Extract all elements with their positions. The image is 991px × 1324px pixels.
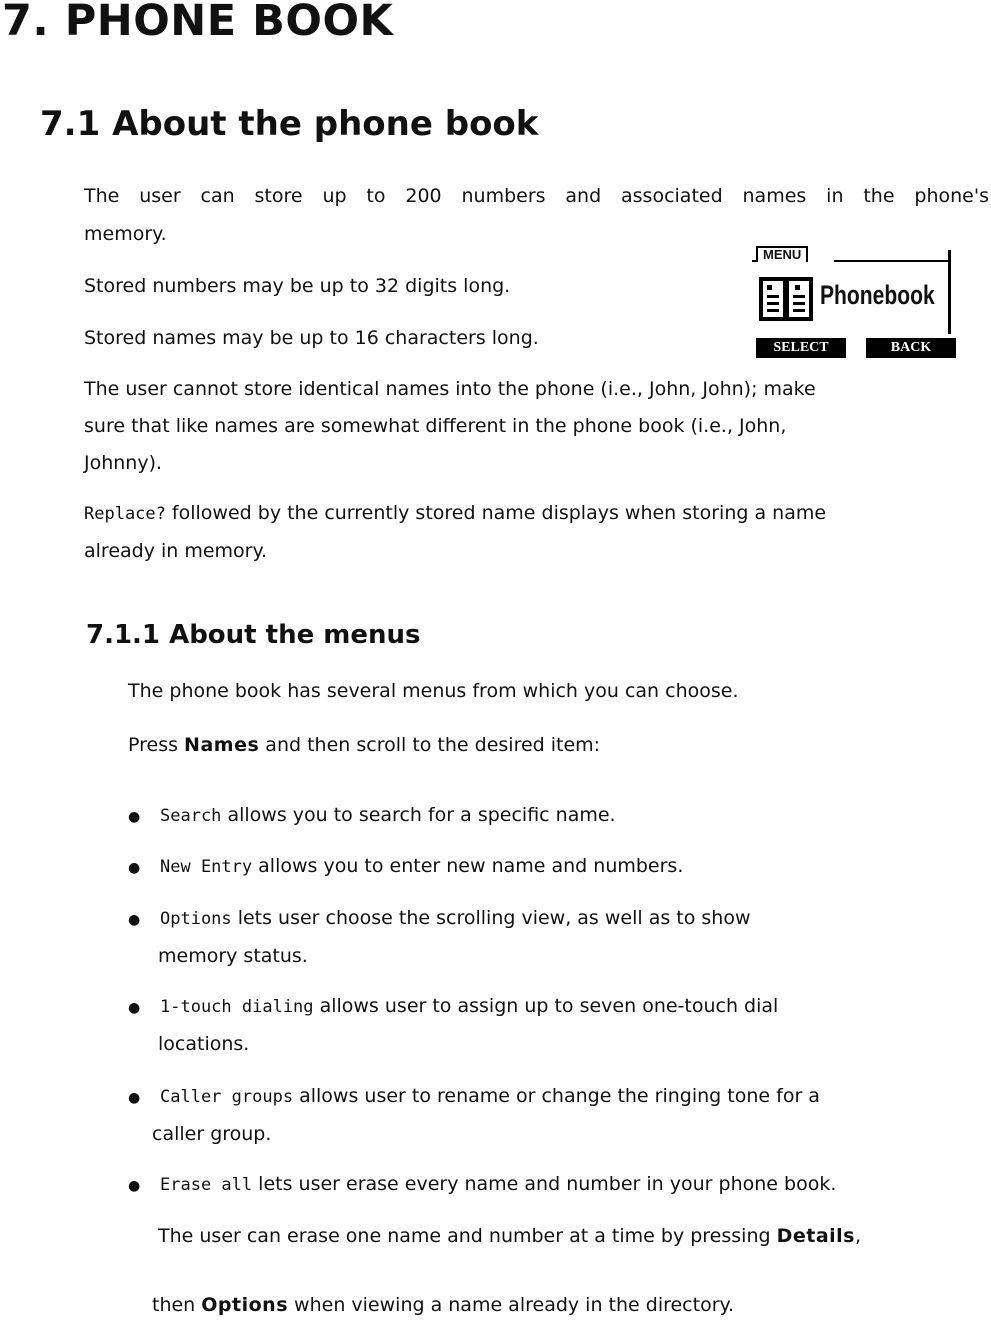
phone-screen-title: Phonebook bbox=[820, 280, 935, 310]
list-item bbox=[160, 1166, 990, 1204]
press-text: Press bbox=[128, 734, 185, 756]
then-text: then bbox=[152, 1294, 202, 1316]
erase-instructions-line-2 bbox=[152, 1287, 734, 1324]
subsection-title: 7.1.1 About the menus bbox=[86, 620, 421, 650]
list-item bbox=[160, 848, 683, 886]
menu-code: Caller groups bbox=[160, 1087, 294, 1107]
replace-code: Replace? bbox=[84, 504, 166, 524]
intro-line-1: The user can store up to 200 numbers and associated names in the phone's bbox=[84, 185, 989, 207]
menu-desc: allows you to enter new name and numbers. bbox=[252, 855, 684, 877]
identical-names-line-2: sure that like names are somewhat different in the phone book (i.e., John, bbox=[84, 415, 787, 437]
page-title: 7. PHONE BOOK bbox=[2, 0, 394, 46]
list-item bbox=[160, 797, 616, 835]
bullet-icon: ● bbox=[128, 860, 141, 876]
menu-border-right bbox=[834, 260, 948, 262]
menu-desc: allows user to assign up to seven one-touch dial bbox=[313, 995, 779, 1017]
scroll-text: and then scroll to the desired item: bbox=[259, 734, 601, 756]
menus-intro: The phone book has several menus from which you can choose. bbox=[128, 680, 739, 702]
directory-text: when viewing a name already in the directory. bbox=[288, 1294, 735, 1316]
list-item bbox=[160, 900, 751, 938]
bullet-icon: ● bbox=[128, 912, 141, 928]
identical-names-line-1: The user cannot store identical names into the phone (i.e., John, John); make bbox=[84, 378, 816, 400]
bullet-icon: ● bbox=[128, 809, 141, 825]
list-item-cont: caller group. bbox=[152, 1123, 272, 1145]
menu-desc: lets user erase every name and number in your phone book. bbox=[252, 1173, 837, 1195]
list-item bbox=[160, 1078, 990, 1116]
replace-line-1 bbox=[84, 495, 989, 533]
menu-code: Search bbox=[160, 806, 222, 826]
stored-names-text: Stored names may be up to 16 characters long. bbox=[84, 327, 539, 349]
replace-text: followed by the currently stored name displays when storing a name bbox=[165, 502, 827, 524]
list-item-cont: locations. bbox=[158, 1033, 250, 1055]
scrollbar bbox=[948, 250, 951, 334]
list-item bbox=[160, 988, 778, 1026]
details-key: Details bbox=[776, 1225, 855, 1247]
select-softkey[interactable]: SELECT bbox=[756, 338, 846, 358]
bullet-icon: ● bbox=[128, 1178, 141, 1194]
menu-code: Options bbox=[160, 909, 232, 929]
erase-text: The user can erase one name and number at a time by pressing bbox=[158, 1225, 777, 1247]
comma: , bbox=[855, 1225, 862, 1247]
bullet-icon: ● bbox=[128, 1090, 141, 1106]
section-title: 7.1 About the phone book bbox=[40, 104, 539, 144]
names-key: Names bbox=[184, 734, 260, 756]
phonebook-icon bbox=[758, 276, 814, 322]
menu-code: Erase all bbox=[160, 1175, 253, 1195]
menu-code: New Entry bbox=[160, 857, 253, 877]
erase-instructions-line-1 bbox=[158, 1218, 990, 1255]
options-key: Options bbox=[201, 1294, 289, 1316]
menu-desc: allows you to search for a specific name. bbox=[221, 804, 616, 826]
phone-screen-illustration bbox=[752, 246, 962, 360]
menu-tab: MENU bbox=[756, 246, 808, 262]
list-item-cont: memory status. bbox=[158, 945, 308, 967]
menu-desc: lets user choose the scrolling view, as well as to show bbox=[231, 907, 751, 929]
menu-code: 1-touch dialing bbox=[160, 997, 314, 1017]
identical-names-line-3: Johnny). bbox=[84, 452, 163, 474]
replace-line-2: already in memory. bbox=[84, 540, 268, 562]
stored-numbers-text: Stored numbers may be up to 32 digits long. bbox=[84, 275, 511, 297]
bullet-icon: ● bbox=[128, 1000, 141, 1016]
menu-desc: allows user to rename or change the ringing tone for a bbox=[293, 1085, 820, 1107]
press-names-text bbox=[128, 727, 600, 764]
back-softkey[interactable]: BACK bbox=[866, 338, 956, 358]
intro-line-2: memory. bbox=[84, 223, 167, 245]
